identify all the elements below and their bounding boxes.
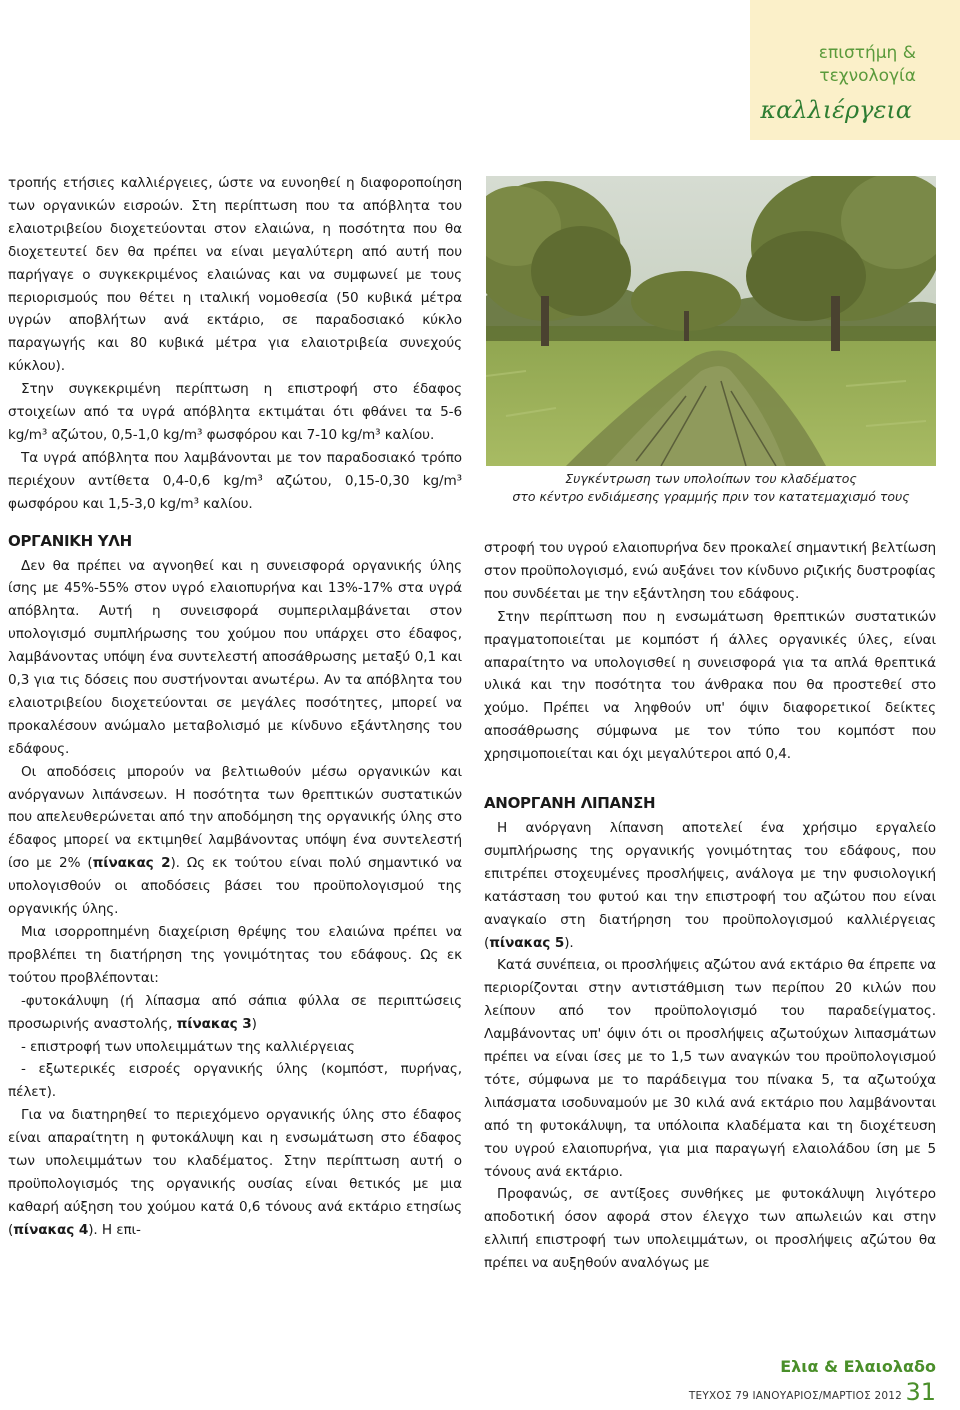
right-column xyxy=(484,537,936,1275)
paragraph: στροφή του υγρού ελαιοπυρήνα δεν προκαλεί σημαντική βελτίωση στον προϋπολογισμό, ενώ αυξάνει τον κίνδυνο ριζικής δυστροφίας που συνδέεται με την εξάντληση του εδάφους. xyxy=(484,540,936,602)
list-item-text: -φυτοκάλυψη (ή λίπασμα από σάπια φύλλα σε περιπτώσεις προσωρινής αναστολής, xyxy=(8,992,462,1032)
section-heading: ΟΡΓΑΝΙΚΗ ΥΛΗ xyxy=(8,531,132,550)
section-label xyxy=(819,42,916,88)
paragraph: Προφανώς, σε αντίξοες συνθήκες με φυτοκάλυψη λιγότερο αποδοτική όσον αφορά στον έλεγχο των απωλειών και στην ελλιπή επιστροφή των υπολειμμάτων, οι προσλήψεις αζώτου θα πρέπει να αυξηθούν αναλόγως με xyxy=(484,1186,936,1272)
list-item-text: ) xyxy=(251,1015,257,1032)
paragraph xyxy=(8,761,462,921)
figure-caption xyxy=(486,470,936,506)
list-item xyxy=(8,990,462,1036)
paragraph-text: ). Η επι- xyxy=(88,1221,141,1238)
paragraph-text: Οι αποδόσεις μπορούν να βελτιωθούν μέσω οργανικών και ανόργανων λιπάνσεων. Η ποσότητα των θρεπτικών συστατικών που απελευθερώνεται από την αποδόμηση της οργανικής ύλης στο έδαφος μπορεί να εκτιμηθεί λαμβάνοντας υπόψη ένα συντελεστή ίσο με 2% ( xyxy=(8,763,462,872)
left-column xyxy=(8,172,462,1242)
paragraph-text: Η ανόργανη λίπανση αποτελεί ένα χρήσιμο εργαλείο συμπλήρωσης της οργανικής γονιμότητας του εδάφους, που επιτρέπει στοχευμένες προσλήψεις, ανάλογα με την φυσιολογική κατάσταση του φυτού και την επιστροφή του αζώτου που είναι αναγκαίο στη διατήρηση του προϋπολογισμού καλλιέργειας ( xyxy=(484,819,936,951)
paragraph: τροπής ετήσιες καλλιέργειες, ώστε να ευνοηθεί η διαφοροποίηση των οργανικών εισροών. Στη περίπτωση που τα απόβλητα του ελαιοτριβείου διοχετεύονται στον ελαιώνα, η ποσότητα που θα διοχετευτεί δεν θα πρέπει να είναι μεγαλύτερη από αυτή που παρήγαγε ο συγκεκριμένος ελαιώνας και να συμφωνεί με τους περιορισμούς που θέτει η ιταλική νομοθεσία (50 κυβικά μέτρα υγρών αποβλήτων ανά εκτάριο, σε παραδοσιακό κύκλο παραγωγής και 80 κυβικά μέτρα για ελαιοτριβεία συνεχούς κύκλου). xyxy=(8,175,462,375)
paragraph xyxy=(484,817,936,954)
olive-grove-photo xyxy=(486,176,936,466)
paragraph: Κατά συνέπεια, οι προσλήψεις αζώτου ανά εκτάριο θα έπρεπε να περιορίζονται στην αντιστάθμιση των περίπου 20 κιλών που λείπουν από τον προϋπολογισμό του παραδείγματος. Λαμβάνοντας υπ' όψιν ότι οι προσλήψεις αζωτούχων λιπασμάτων πρέπει να είναι ίσες με το 1,5 των αναγκών του προϋπολογισμού τότε, σύμφωνα με το παράδειγμα του πίνακα 5, τα αζωτούχα λιπάσματα ισοδυναμούν με 30 κιλά ανά εκτάριο που λαμβάνονται από τη φυτοκάλυψη, τα υπόλοιπα κλαδέματα και τη διοχέτευση του υγρού ελαιοπυρήνα, για μια παραγωγή ελαιολάδου ίση με 5 τόνους ανά εκτάριο. xyxy=(484,957,936,1180)
subsection-title: καλλιέργεια xyxy=(760,96,912,124)
table-reference: πίνακας 5 xyxy=(489,934,565,951)
table-reference: πίνακας 4 xyxy=(13,1221,89,1238)
section-heading: ΑΝΟΡΓΑΝΗ ΛΙΠΑΝΣΗ xyxy=(484,794,656,813)
paragraph xyxy=(8,1104,462,1241)
figure-caption-line-1: Συγκέντρωση των υπολοίπων του κλαδέματος xyxy=(565,471,857,486)
table-reference: πίνακας 3 xyxy=(176,1015,252,1032)
paragraph-text: ). xyxy=(564,934,574,951)
issue-label: ΤΕΥΧΟΣ 79 ΙΑΝΟΥΑΡΙΟΣ/ΜΑΡΤΙΟΣ 2012 xyxy=(688,1390,902,1402)
paragraph: Στην συγκεκριμένη περίπτωση η επιστροφή στο έδαφος στοιχείων από τα υγρά απόβλητα εκτιμάται ότι φθάνει τα 5-6 kg/m³ αζώτου, 0,5-1,0 kg/m³ φωσφόρου και 7-10 kg/m³ καλίου. xyxy=(8,381,462,443)
section-label-line-1: επιστήμη & xyxy=(818,43,916,63)
list-item: - εξωτερικές εισροές οργανικής ύλης (κομπόστ, πυρήνας, πέλετ). xyxy=(8,1061,462,1101)
paragraph: Τα υγρά απόβλητα που λαμβάνονται με τον παραδοσιακό τρόπο περιέχουν αντίθετα 0,4-0,6 kg/m³ αζώτου, 0,15-0,30 kg/m³ φωσφόρου και 1,5-3,0 kg/m³ καλίου. xyxy=(8,449,462,512)
paragraph: Μια ισορροπημένη διαχείριση θρέψης του ελαιώνα πρέπει να προβλέπει τη διατήρηση της γονιμότητας του εδάφους. Ως εκ τούτου προβλέπονται: xyxy=(8,924,462,986)
paragraph-text: ). Ως εκ τούτου είναι πολύ σημαντικό να υπολογισθούν οι αποδόσεις βάσει του προϋπολογισμού της οργανικής ύλης. xyxy=(8,855,463,918)
page-number: 31 xyxy=(905,1378,936,1406)
table-reference: πίνακας 2 xyxy=(92,855,171,872)
list-item: - επιστροφή των υπολειμμάτων της καλλιέργειας xyxy=(21,1038,355,1055)
paragraph: Στην περίπτωση που η ενσωμάτωση θρεπτικών συστατικών πραγματοποιείται με κομπόστ ή άλλες οργανικές ύλες, είναι απαραίτητο να υπολογισθεί η συνεισφορά για τα απλά θρεπτικά υλικά και την ποσότητα του άνθρακα που θα προστεθεί στο χούμο. Πρέπει να ληφθούν υπ' όψιν διαφορετικοί δείκτες αποσάθρωσης σύμφωνα με τον τύπο του κομπόστ που χρησιμοποιείται και όχι μεγαλύτεροι από 0,4. xyxy=(484,608,936,763)
paragraph: Δεν θα πρέπει να αγνοηθεί και η συνεισφορά οργανικής ύλης ίσης με 45%-55% στον υγρό ελαιοπυρήνα και 13%-17% στα υγρά απόβλητα. Αυτή η συνεισφορά συμπεριλαμβάνεται στον υπολογισμό συμπλήρωσης του χούμου που υπάρχει στο έδαφος, λαμβάνοντας υπόψη ένα συντελεστή αποσάθρωσης μεταξύ 0,1 και 0,3 για τις δόσεις που συστήνονται ανωτέρω. Αν τα απόβλητα του ελαιοτριβείου διοχετεύονται σε μεγάλες ποσότητες, μπορεί να προκαλέσουν ανώμαλο μεταβολισμό με κίνδυνο εξάντλησης του εδάφους. xyxy=(8,557,462,757)
paragraph-text: Για να διατηρηθεί το περιεχόμενο οργανικής ύλης στο έδαφος είναι απαραίτητη η φυτοκάλυψη και η ενσωμάτωση στο έδαφος των υπολειμμάτων του κλαδέματος. Στην περίπτωση αυτή ο προϋπολογισμός της οργανικής ουσίας είναι θετικός με μια καθαρή αύξηση του χούμου κατά 0,6 τόνους ανά εκτάριο ετησίως ( xyxy=(8,1107,462,1238)
section-label-line-2: τεχνολογία xyxy=(819,66,916,86)
magazine-title: Ελια & Ελαιολαδο xyxy=(780,1357,936,1376)
figure-caption-line-2: στο κέντρο ενδιάμεσης γραμμής πριν τον κατατεμαχισμό τους xyxy=(512,489,910,504)
